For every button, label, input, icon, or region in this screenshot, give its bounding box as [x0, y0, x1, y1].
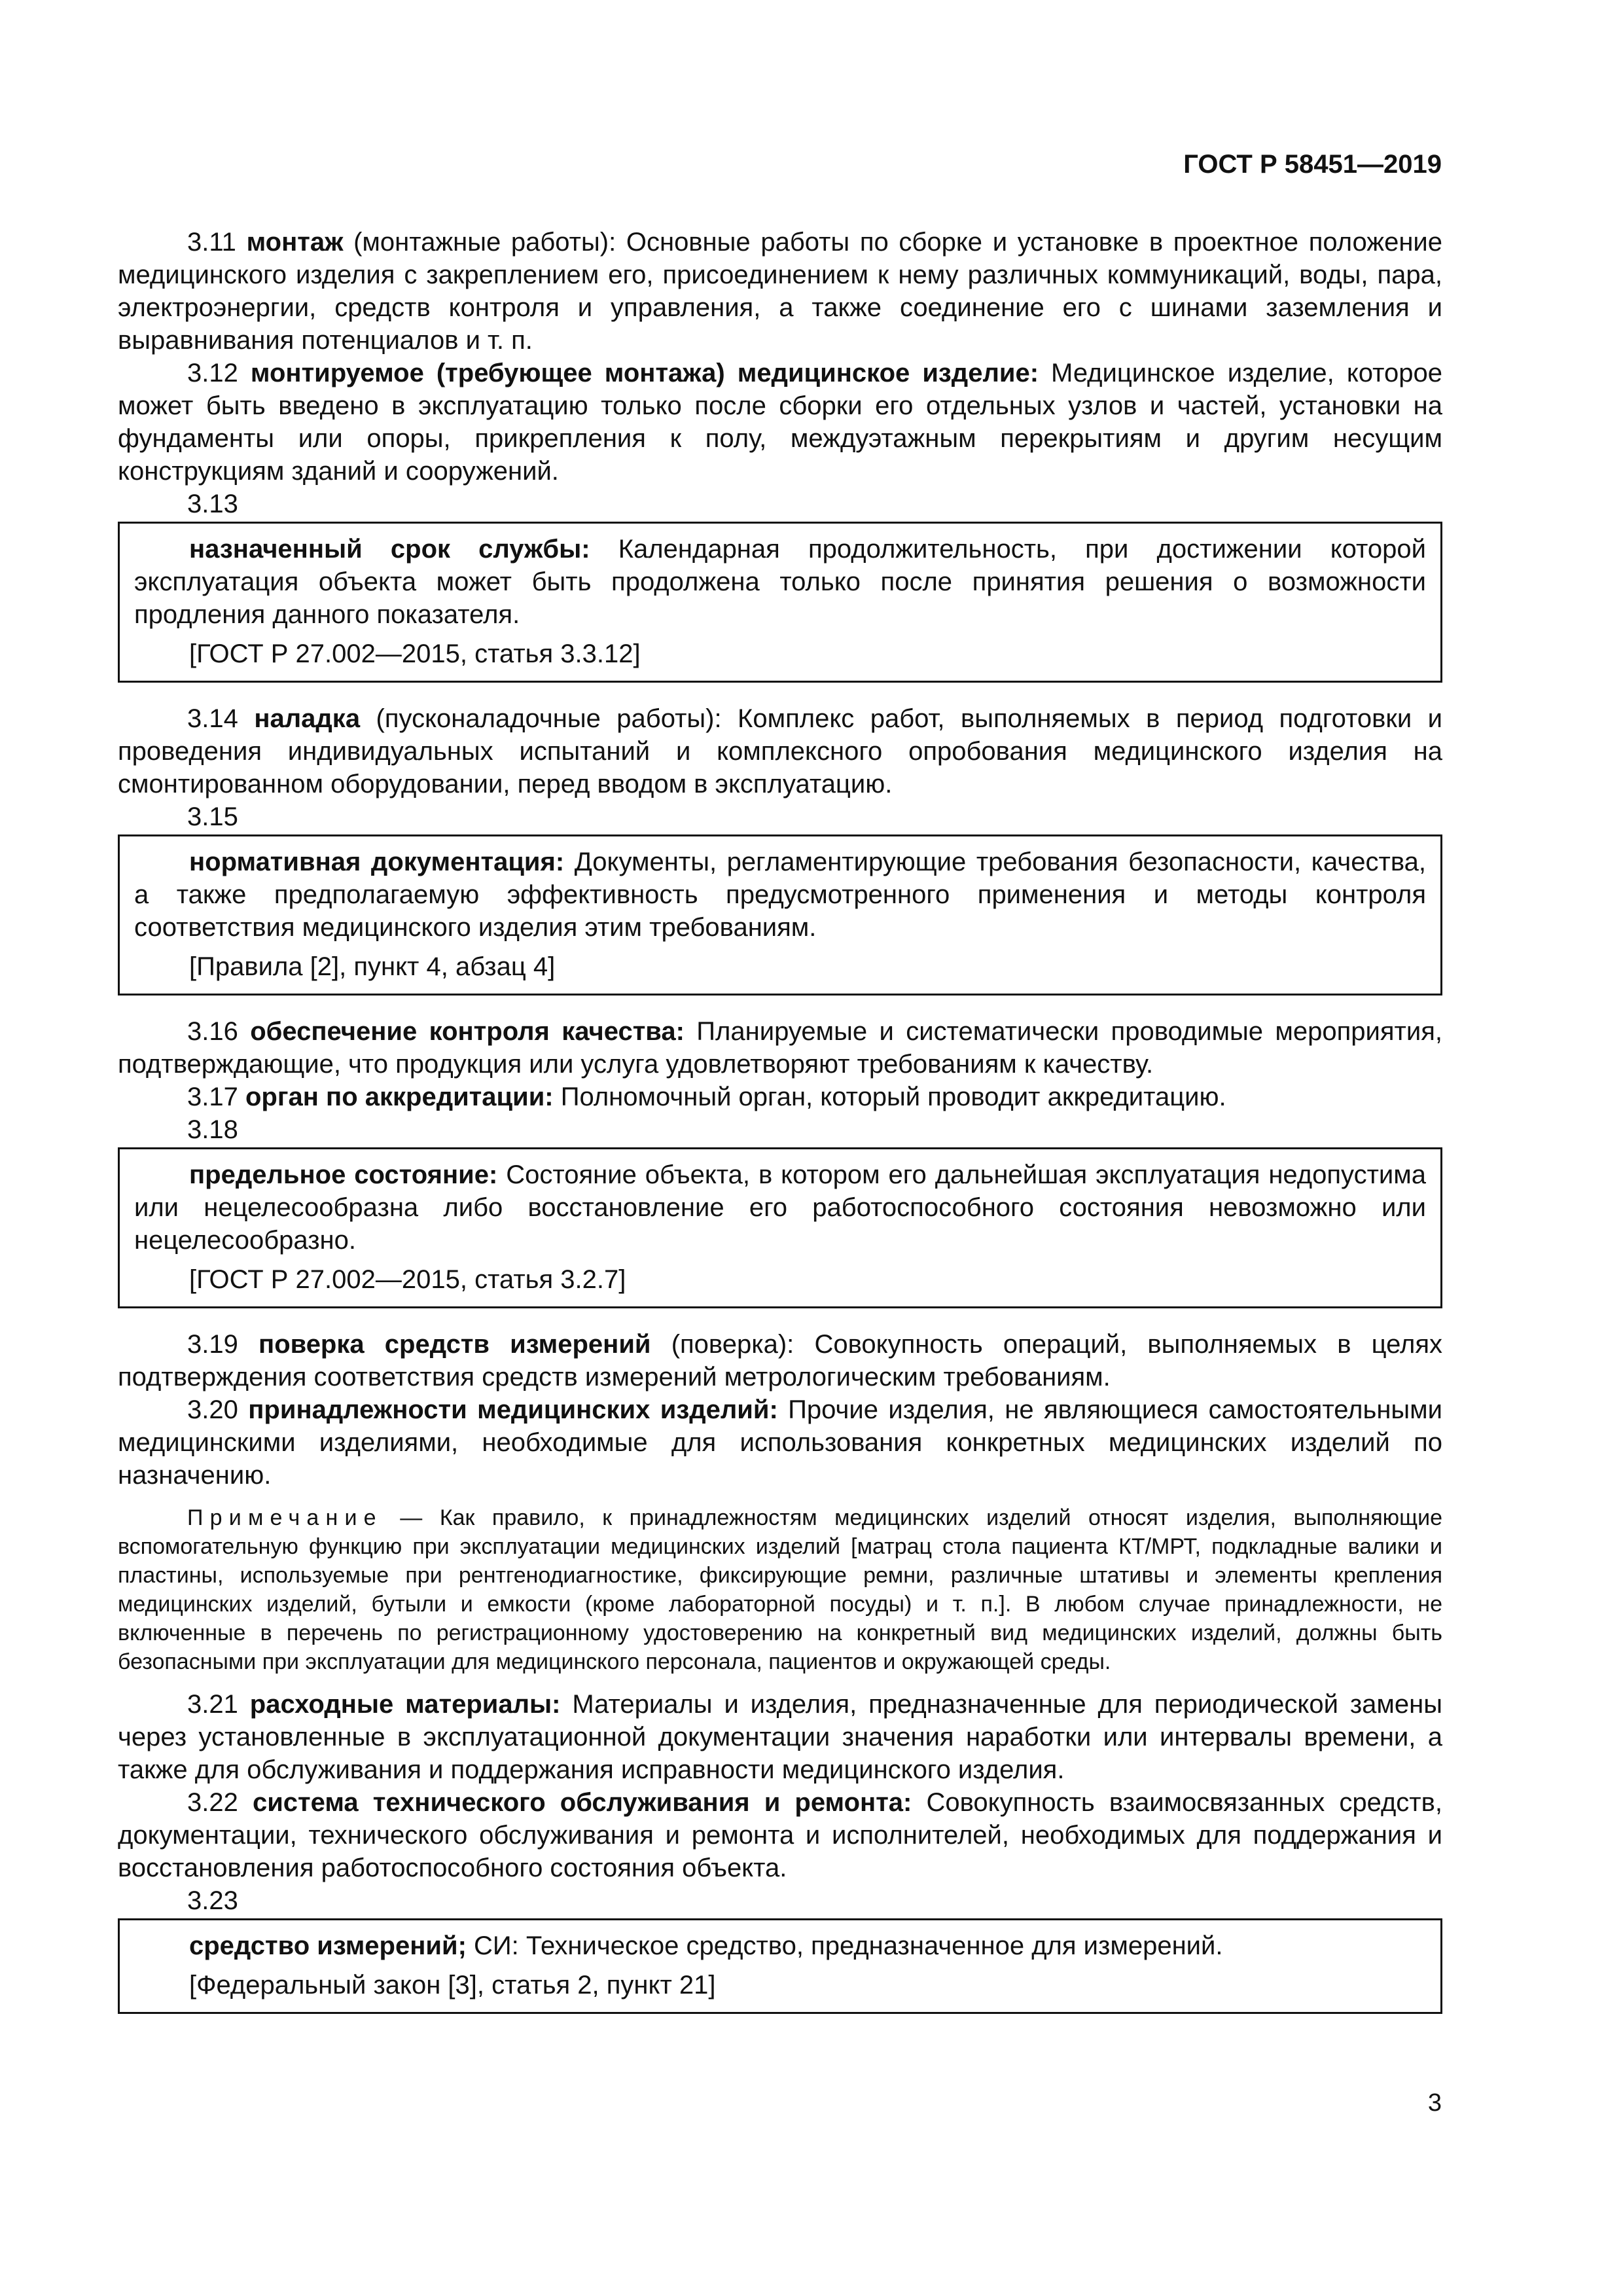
term-name: предельное состояние: [189, 1160, 498, 1189]
term-definition: (поверка): Совокупность операций, выполняемых в целях подтверждения соответствия средств измерений метрологическим требованиям. [118, 1330, 1443, 1391]
term-definition: Документы, регламентирующие требования безопасности, качества, а также предполагаемую эффективность предусмотренного применения и методы контроля соответствия медицинского изделия этим требованиям. [134, 848, 1426, 942]
term-definition: (пусконаладочные работы): Комплекс работ, выполняемых в период подготовки и проведения индивидуальных испытаний и комплексного опробования медицинского изделия на смонтированном оборудовании, перед вводом в эксплуатацию. [118, 704, 1442, 798]
term-name: наладка [254, 704, 361, 733]
term-3-16 [118, 1015, 1442, 1081]
term-number: 3.19 [187, 1330, 238, 1359]
term-3-22 [118, 1786, 1442, 1884]
term-3-17 [118, 1081, 1442, 1113]
term-number: 3.17 [187, 1083, 238, 1111]
term-3-11 [118, 226, 1442, 357]
note-text: — Как правило, к принадлежностям медицинских изделий относят изделия, выполняющие вспомогательную функцию при эксплуатации медицинских изделий [матрац стола пациента КТ/МРТ, подкладные валики и пластины, используемые при рентгенодиагностике, фиксирующие ремни, различные штативы и элементы крепления медицинских изделий, бутыли и емкости (кроме лабораторной посуды) и т. п.]. В любом случае принадлежности, не включенные в перечень по регистрационному удостоверению на конкретный вид медицинских изделий, должны быть безопасными при эксплуатации для медицинского персонала, пациентов и окружающей среды. [118, 1505, 1442, 1674]
note [118, 1503, 1442, 1676]
term-3-19 [118, 1328, 1442, 1393]
term-definition: СИ: Техническое средство, предназначенное для измерений. [466, 1931, 1223, 1960]
quoted-term-box [118, 1918, 1442, 2014]
term-definition: Календарная продолжительность, при достижении которой эксплуатация объекта может быть продолжена только после принятия решения о возможности продления данного показателя. [134, 535, 1426, 629]
term-definition: Материалы и изделия, предназначенные для периодической замены через установленные в эксплуатационной документации значения наработки или интервалы времени, а также для обслуживания и поддержания исправности медицинского изделия. [118, 1690, 1443, 1784]
term-3-20 [118, 1393, 1442, 1492]
term-definition: Медицинское изделие, которое может быть введено в эксплуатацию только после сборки его отдельных узлов и частей, установки на фундаменты или опоры, прикрепления к полу, междуэтажным перекрытиям и другим несущим конструкциям зданий и сооружений. [118, 359, 1442, 486]
term-number: 3.20 [187, 1395, 238, 1424]
term-number: 3.23 [187, 1886, 238, 1915]
page-number: 3 [1427, 2089, 1442, 2117]
term-number: 3.22 [187, 1788, 238, 1817]
term-name: монтируемое (требующее монтажа) медицинское изделие: [250, 359, 1039, 387]
term-name: поверка средств измерений [259, 1330, 651, 1359]
note-label: Примечание [187, 1505, 383, 1530]
term-3-23 [134, 1929, 1426, 1962]
term-name: монтаж [246, 228, 344, 257]
quoted-term-box [118, 1147, 1442, 1308]
document-code: ГОСТ Р 58451—2019 [1183, 150, 1442, 179]
term-definition: Состояние объекта, в котором его дальнейшая эксплуатация недопустима или нецелесообразна либо восстановление его работоспособного состояния невозможно или нецелесообразно. [134, 1160, 1427, 1255]
source-reference: [ГОСТ Р 27.002—2015, статья 3.3.12] [189, 639, 641, 668]
term-name: обеспечение контроля качества: [250, 1017, 685, 1046]
term-3-18 [134, 1158, 1426, 1257]
quoted-term-box [118, 834, 1442, 996]
term-number: 3.18 [187, 1115, 238, 1144]
term-definition: (монтажные работы): Основные работы по сборке и установке в проектное положение медицинского изделия с закреплением его, присоединением к нему различных коммуникаций, воды, пара, электроэнергии, средств контроля и управления, а также соединение его с шинами заземления и выравнивания потенциалов и т. п. [118, 228, 1442, 355]
source-reference: [Федеральный закон [3], статья 2, пункт 21] [189, 1971, 716, 2000]
term-3-21 [118, 1688, 1442, 1786]
term-name: система технического обслуживания и ремонта: [252, 1788, 912, 1817]
term-number: 3.14 [187, 704, 238, 733]
term-name: орган по аккредитации: [245, 1083, 554, 1111]
term-definition: Прочие изделия, не являющиеся самостоятельными медицинскими изделиями, необходимые для использования конкретных медицинских изделий по назначению. [118, 1395, 1442, 1490]
term-number: 3.16 [187, 1017, 238, 1046]
quoted-term-box [118, 522, 1442, 683]
source-reference: [ГОСТ Р 27.002—2015, статья 3.2.7] [189, 1265, 626, 1294]
term-definition: Планируемые и систематически проводимые мероприятия, подтверждающие, что продукция или услуга удовлетворяют требованиям к качеству. [118, 1017, 1442, 1079]
term-3-12 [118, 357, 1442, 488]
term-3-13 [134, 533, 1426, 631]
term-number: 3.15 [187, 802, 238, 831]
source-reference: [Правила [2], пункт 4, абзац 4] [189, 952, 556, 981]
term-definition: Полномочный орган, который проводит аккредитацию. [553, 1083, 1226, 1111]
term-number: 3.21 [187, 1690, 238, 1719]
term-number: 3.13 [187, 490, 238, 518]
term-name: расходные материалы: [249, 1690, 561, 1719]
term-number: 3.11 [187, 228, 236, 257]
page-content [118, 226, 1442, 2034]
term-name: нормативная документация: [189, 848, 565, 876]
term-name: назначенный срок службы: [189, 535, 590, 564]
term-name: принадлежности медицинских изделий: [248, 1395, 778, 1424]
term-definition: Совокупность взаимосвязанных средств, документации, технического обслуживания и ремонта и исполнителей, необходимых для поддержания и восстановления работоспособного состояния объекта. [118, 1788, 1442, 1882]
term-3-15 [134, 846, 1426, 944]
term-name: средство измерений; [189, 1931, 467, 1960]
term-number: 3.12 [187, 359, 238, 387]
term-3-14 [118, 702, 1442, 800]
